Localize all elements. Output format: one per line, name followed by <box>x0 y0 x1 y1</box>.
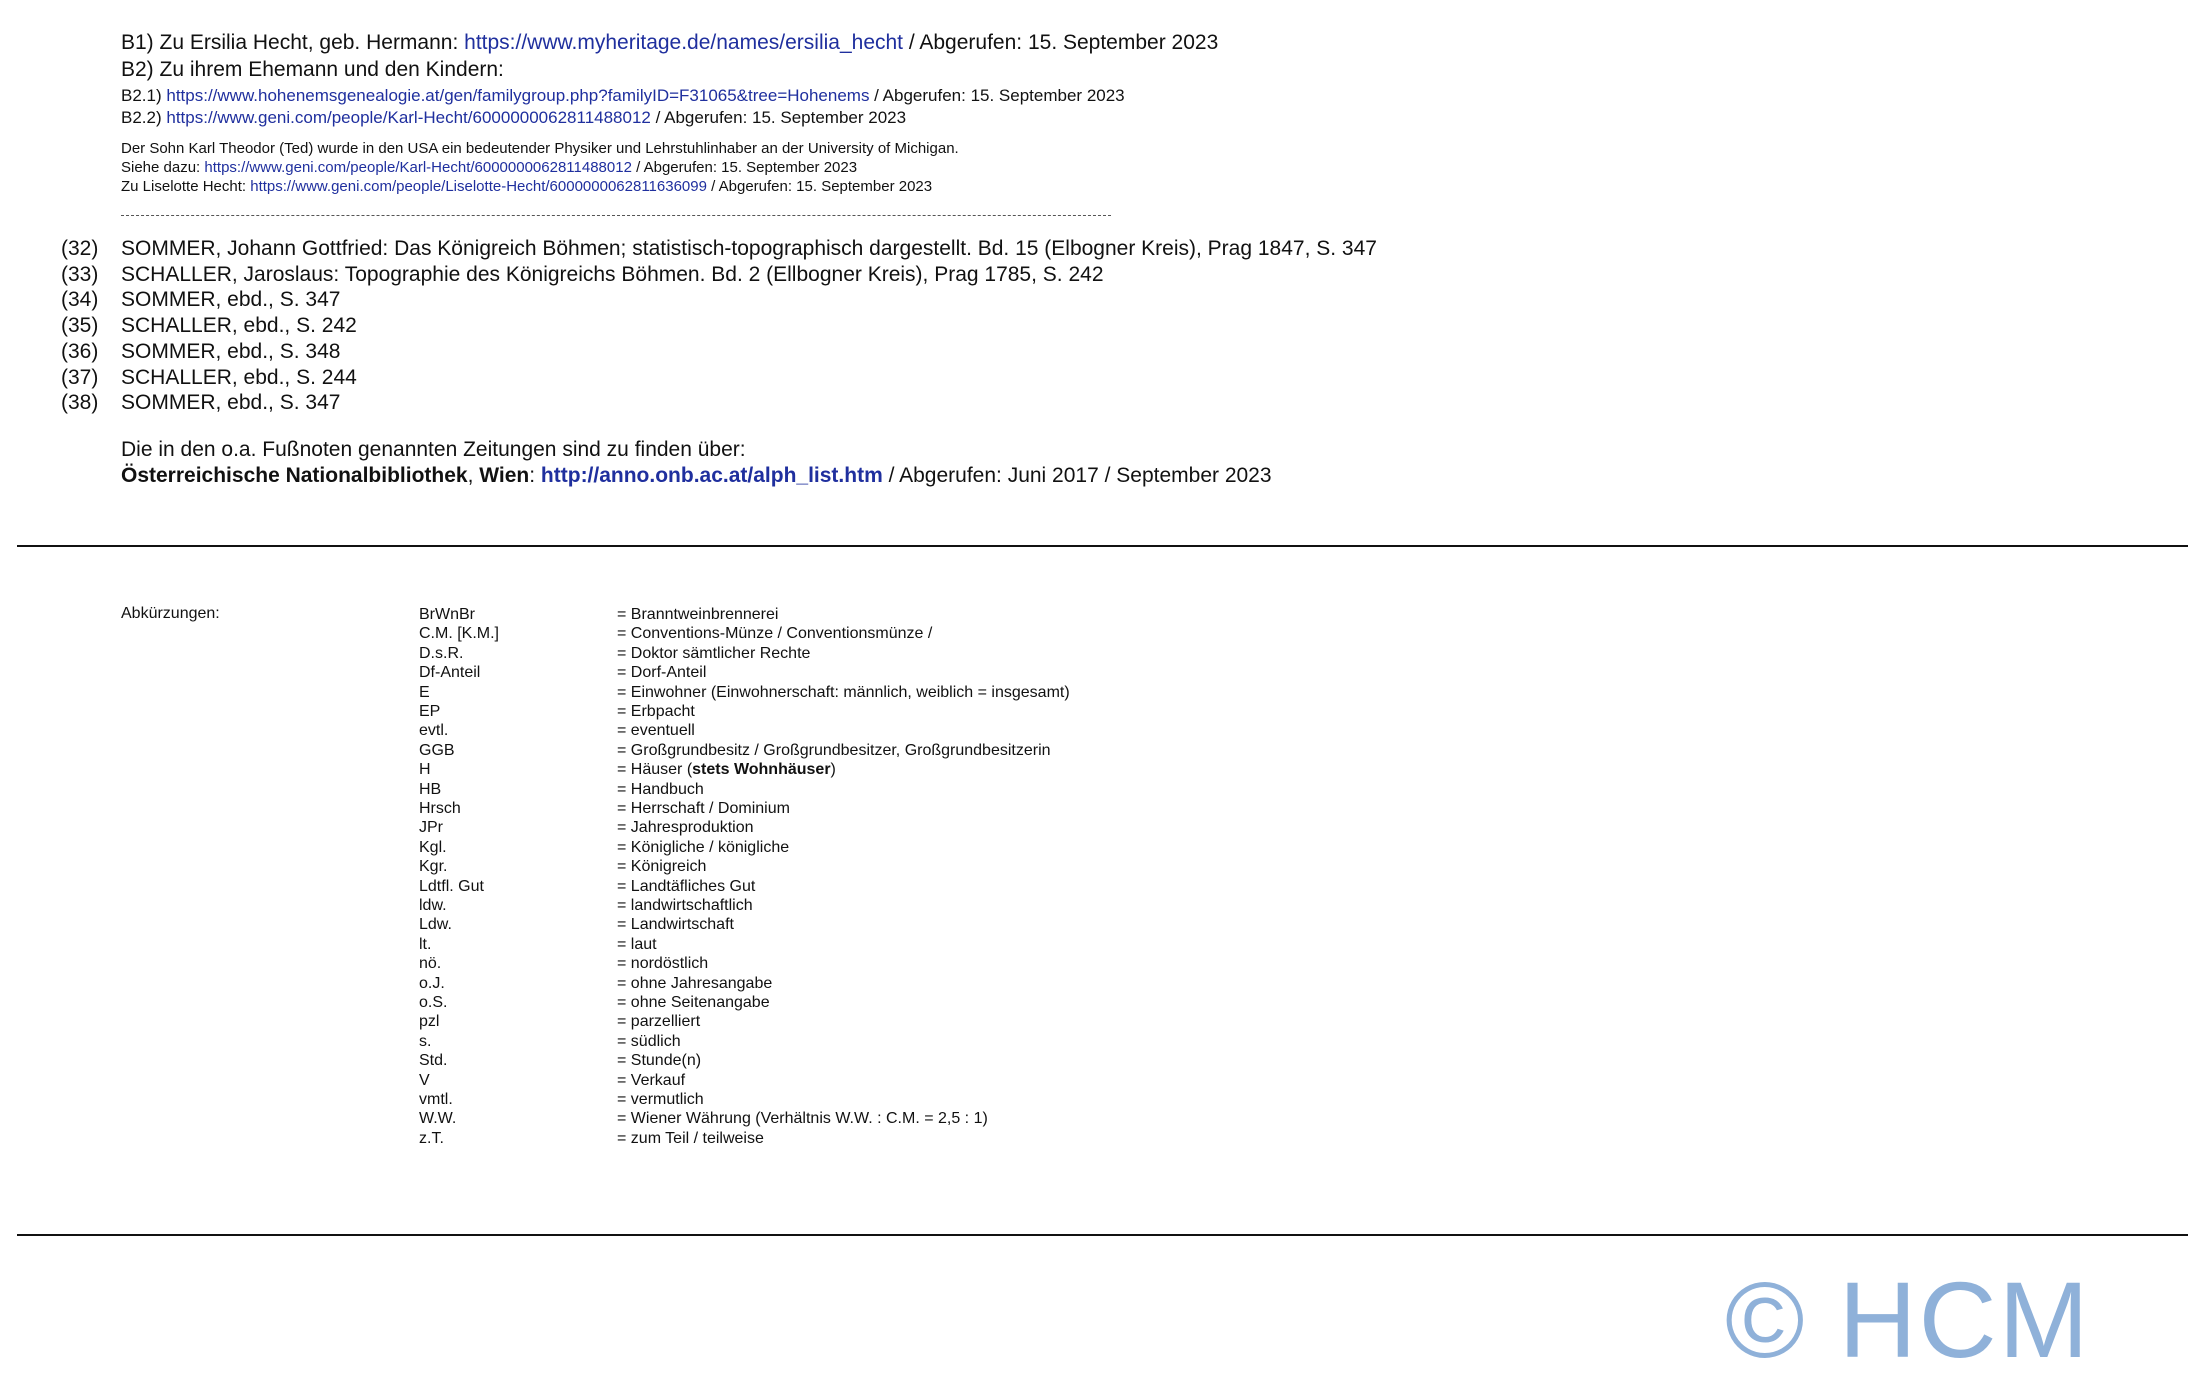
ref-b21 <box>121 85 1125 107</box>
anno-date: / Abgerufen: Juni 2017 / September 2023 <box>882 464 1272 487</box>
footnote-number: (32) <box>61 237 99 260</box>
abbreviation-row <box>419 896 753 915</box>
abbreviation-value: = ohne Jahresangabe <box>617 974 773 992</box>
abbreviation-row <box>419 1071 685 1090</box>
abbreviation-value: = Landwirtschaft <box>617 916 734 934</box>
library-name: Österreichische Nationalbibliothek <box>121 464 468 487</box>
ref-b1-date: / Abgerufen: 15. September 2023 <box>903 31 1219 54</box>
abbreviation-row <box>419 1129 764 1148</box>
abbreviation-key: W.W. <box>419 1110 457 1128</box>
abbreviation-key: Std. <box>419 1052 448 1070</box>
note-see-label: Siehe dazu: <box>121 159 205 176</box>
abbreviation-key: vmtl. <box>419 1091 453 1108</box>
footnote-text: SOMMER, ebd., S. 348 <box>121 339 341 363</box>
abbreviation-value: = eventuell <box>617 722 695 740</box>
abbreviation-key: JPr <box>419 819 443 837</box>
footnote-text: SOMMER, ebd., S. 347 <box>121 391 341 415</box>
ref-b21-label: B2.1) <box>121 86 167 105</box>
abbreviation-key: lt. <box>419 935 432 953</box>
abbreviation-key: Kgr. <box>419 858 448 876</box>
library-city: Wien <box>479 464 530 487</box>
horizontal-rule-top <box>17 545 2188 547</box>
abbreviation-row <box>419 605 778 624</box>
abbreviation-row <box>419 741 1051 760</box>
abbreviation-key: Hrsch <box>419 800 461 817</box>
abbreviation-value-end: ) <box>830 761 836 779</box>
abbreviation-value: = ohne Seitenangabe <box>617 994 770 1011</box>
newspapers-intro-text: Die in den o.a. Fußnoten genannten Zeitungen sind zu finden über: <box>121 438 746 461</box>
ref-b1-label: B1) Zu Ersilia Hecht, geb. Hermann: <box>121 31 465 54</box>
footnote-item <box>61 236 1377 262</box>
footnote-item <box>61 365 1377 391</box>
footnote-number: (37) <box>61 365 99 389</box>
newspapers-intro <box>121 437 746 463</box>
abbreviation-key: E <box>419 683 430 701</box>
note-liselotte-link[interactable]: https://www.geni.com/people/Liselotte-Hecht/6000000062811636099 <box>250 178 707 195</box>
abbreviation-value: = Stunde(n) <box>617 1052 702 1070</box>
abbreviation-row <box>419 721 695 740</box>
abbreviation-value: = Einwohner (Einwohnerschaft: männlich, weiblich = insgesamt) <box>617 683 1070 701</box>
abbreviation-key: GGB <box>419 741 455 759</box>
abbreviation-key: Df-Anteil <box>419 664 481 682</box>
abbreviation-value: = laut <box>617 935 657 953</box>
abbreviation-key: o.S. <box>419 994 448 1011</box>
dashed-separator <box>121 215 1111 216</box>
abbreviation-value: = südlich <box>617 1032 681 1050</box>
note-liselotte <box>121 177 932 196</box>
footnote-item <box>61 313 1377 339</box>
note-see-link[interactable]: https://www.geni.com/people/Karl-Hecht/6000000062811488012 <box>204 159 632 176</box>
abbreviation-row <box>419 818 754 837</box>
abbreviation-key: Ldtfl. Gut <box>419 877 484 895</box>
abbreviation-row <box>419 624 932 643</box>
abbreviation-key: Kgl. <box>419 838 447 856</box>
abbreviation-value: = Doktor sämtlicher Rechte <box>617 644 811 662</box>
abbreviation-key: s. <box>419 1032 432 1050</box>
footnote-number: (38) <box>61 391 99 415</box>
abbreviation-row <box>419 993 770 1012</box>
ref-b2-label: B2) Zu ihrem Ehemann und den Kindern: <box>121 58 504 81</box>
abbreviation-value: = Häuser ( <box>617 761 693 779</box>
library-sep: , <box>467 464 480 487</box>
ref-b22 <box>121 107 906 129</box>
abbreviation-value: = Wiener Währung (Verhältnis W.W. : C.M. = 2,5 : 1) <box>617 1110 988 1128</box>
footnote-number: (35) <box>61 314 99 338</box>
abbreviation-row <box>419 877 755 896</box>
abbreviation-row <box>419 799 790 818</box>
abbreviation-row <box>419 683 1070 702</box>
ref-b1-link[interactable]: https://www.myheritage.de/names/ersilia_hecht <box>464 31 904 54</box>
copyright-watermark: © HCM <box>1725 1259 2091 1380</box>
abbreviation-row <box>419 1090 704 1109</box>
note-see-date: / Abgerufen: 15. September 2023 <box>631 159 858 176</box>
abbreviation-row <box>419 954 708 973</box>
abbreviation-key: H <box>419 761 431 779</box>
abbreviation-value: = Branntweinbrennerei <box>617 606 779 623</box>
abbreviation-row <box>419 663 706 682</box>
abbreviation-key: o.J. <box>419 974 445 992</box>
note-liselotte-label: Zu Liselotte Hecht: <box>121 178 251 195</box>
footnote-item <box>61 262 1377 288</box>
abbreviation-value: = Großgrundbesitz / Großgrundbesitzer, Großgrundbesitzerin <box>617 741 1051 759</box>
footnote-text: SOMMER, ebd., S. 347 <box>121 288 341 312</box>
abbreviation-row <box>419 644 810 663</box>
abbreviation-row <box>419 1032 681 1051</box>
abbreviation-row <box>419 780 704 799</box>
abbreviation-value: = Verkauf <box>617 1071 686 1089</box>
abbreviation-key: z.T. <box>419 1129 444 1147</box>
footnote-text: SCHALLER, ebd., S. 242 <box>121 314 357 338</box>
abbreviation-value: = parzelliert <box>617 1013 701 1031</box>
abbreviation-key: BrWnBr <box>419 606 475 623</box>
abbreviation-value: = Erbpacht <box>617 703 695 720</box>
abbreviation-key: C.M. [K.M.] <box>419 625 499 643</box>
ref-b2 <box>121 57 504 83</box>
abbreviation-value: = vermutlich <box>617 1091 704 1108</box>
abbreviation-value: = Herrschaft / Dominium <box>617 800 790 817</box>
footnote-item <box>61 390 1377 416</box>
abbreviation-key: ldw. <box>419 897 447 914</box>
abbreviation-row <box>419 1012 700 1031</box>
abbreviation-row <box>419 915 734 934</box>
abbreviations-label: Abkürzungen: <box>121 605 220 622</box>
library-colon: : <box>529 464 541 487</box>
abbreviation-key: evtl. <box>419 722 449 740</box>
newspapers-source <box>121 463 1272 489</box>
abbreviation-emphasis: stets Wohnhäuser <box>692 761 831 779</box>
abbreviation-value: = landwirtschaftlich <box>617 897 753 914</box>
abbreviation-row <box>419 857 706 876</box>
abbreviation-key: nö. <box>419 955 442 973</box>
abbreviation-value: = Conventions-Münze / Conventionsmünze / <box>617 625 933 643</box>
abbreviation-value: = Handbuch <box>617 780 704 798</box>
ref-b1 <box>121 30 1218 56</box>
footnote-text: SOMMER, Johann Gottfried: Das Königreich Böhmen; statistisch-topographisch dargestellt. Bd. 15 (Elbogner Kreis), Prag 1847, S. 347 <box>121 237 1377 260</box>
abbreviation-value: = Dorf-Anteil <box>617 664 707 682</box>
abbreviation-key: D.s.R. <box>419 644 464 662</box>
abbreviation-key: Ldw. <box>419 916 452 934</box>
abbreviation-row <box>419 760 836 779</box>
note-see <box>121 158 857 177</box>
footnote-list <box>61 236 1377 416</box>
abbreviation-row <box>419 702 695 721</box>
ref-b22-date: / Abgerufen: 15. September 2023 <box>650 108 907 127</box>
footnote-number: (34) <box>61 288 99 312</box>
footnote-text: SCHALLER, Jaroslaus: Topographie des Königreichs Böhmen. Bd. 2 (Ellbogner Kreis), Prag 1785, S. 242 <box>121 262 1104 286</box>
ref-b22-link[interactable]: https://www.geni.com/people/Karl-Hecht/6000000062811488012 <box>166 108 651 127</box>
abbreviation-value: = Landtäfliches Gut <box>617 877 756 895</box>
ref-b21-link[interactable]: https://www.hohenemsgenealogie.at/gen/familygroup.php?familyID=F31065&tree=Hohenems <box>166 86 870 105</box>
abbreviation-value: = Jahresproduktion <box>617 819 754 837</box>
horizontal-rule-bottom <box>17 1234 2188 1236</box>
footnote-item <box>61 339 1377 365</box>
abbreviation-row <box>419 935 657 954</box>
footnote-number: (33) <box>61 262 99 286</box>
abbreviation-value: = zum Teil / teilweise <box>617 1129 764 1147</box>
note-ted <box>121 139 959 158</box>
abbreviation-row <box>419 974 772 993</box>
abbreviation-value: = Königreich <box>617 858 707 876</box>
abbreviation-row <box>419 1051 701 1070</box>
abbreviation-value: = nordöstlich <box>617 955 709 973</box>
abbreviation-key: HB <box>419 780 442 798</box>
abbreviation-row <box>419 1109 988 1128</box>
note-ted-text: Der Sohn Karl Theodor (Ted) wurde in den USA ein bedeutender Physiker und Lehrstuhlinhaber an der University of Michigan. <box>121 140 959 157</box>
abbreviation-key: EP <box>419 703 441 720</box>
anno-link[interactable]: http://anno.onb.ac.at/alph_list.htm <box>540 464 883 487</box>
abbreviation-key: V <box>419 1071 430 1089</box>
footnote-text: SCHALLER, ebd., S. 244 <box>121 365 357 389</box>
abbreviation-key: pzl <box>419 1013 440 1031</box>
ref-b22-label: B2.2) <box>121 108 167 127</box>
footnote-item <box>61 287 1377 313</box>
ref-b21-date: / Abgerufen: 15. September 2023 <box>869 86 1125 105</box>
note-liselotte-date: / Abgerufen: 15. September 2023 <box>706 178 933 195</box>
footnote-number: (36) <box>61 339 99 363</box>
abbreviation-row <box>419 838 789 857</box>
abbreviation-value: = Königliche / königliche <box>617 838 790 856</box>
